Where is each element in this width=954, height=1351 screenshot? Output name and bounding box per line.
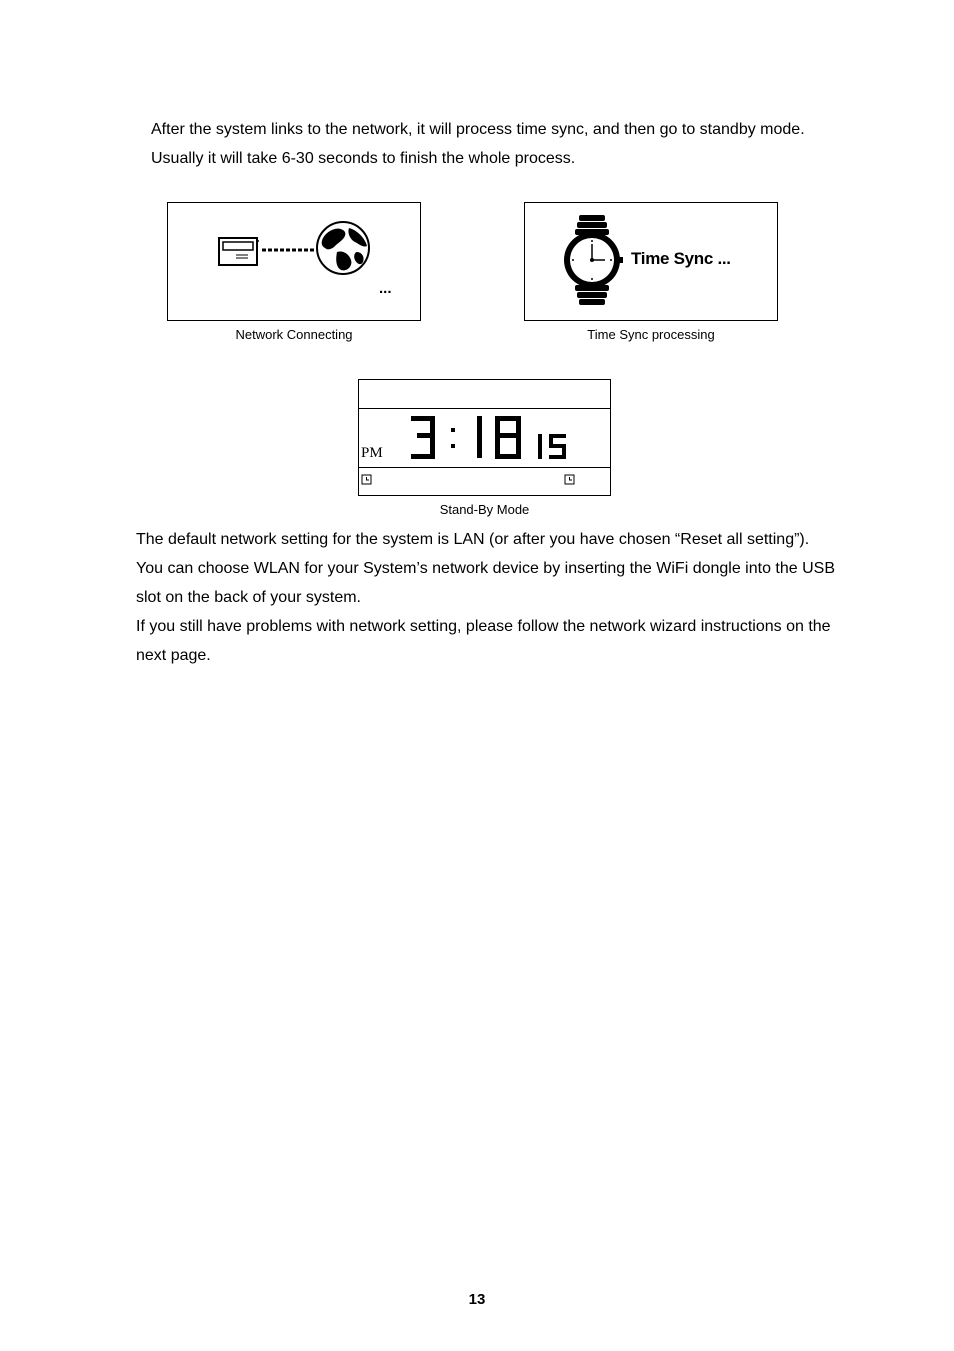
time-sync-label: Time Sync ... <box>631 249 731 268</box>
network-connecting-caption: Network Connecting <box>235 327 353 342</box>
time-sync-panel <box>524 202 778 321</box>
standby-caption: Stand-By Mode <box>439 502 530 517</box>
network-wizard-paragraph: If you still have problems with network setting, please follow the network wizard instructions on the next page. <box>136 618 831 664</box>
alarm-clock-icon <box>361 474 373 486</box>
intro-paragraph: After the system links to the network, it will process time sync, and then go to standby mode. Usually it will take 6-30 seconds to finish the whole process. <box>151 121 805 167</box>
standby-panel <box>358 379 611 496</box>
time-sync-caption: Time Sync processing <box>587 327 715 342</box>
globe-icon <box>315 220 371 276</box>
wristwatch-icon <box>561 213 623 307</box>
clock-display <box>409 414 579 462</box>
divider-top <box>359 408 610 409</box>
progress-dots: ... <box>379 280 392 297</box>
page-number: 13 <box>468 1291 486 1308</box>
divider-bottom <box>359 467 610 468</box>
monitor-icon <box>218 237 260 267</box>
default-network-paragraph: The default network setting for the system is LAN (or after you have chosen “Reset all setting”). You can choose WLAN for your System’s network device by inserting the WiFi dongle into the USB slot on the back of your system. <box>136 531 836 606</box>
am-pm-indicator: PM <box>361 445 383 461</box>
network-connecting-panel <box>167 202 421 321</box>
connection-dashes <box>262 247 314 253</box>
body-text <box>136 525 836 670</box>
alarm-clock-icon <box>564 474 576 486</box>
